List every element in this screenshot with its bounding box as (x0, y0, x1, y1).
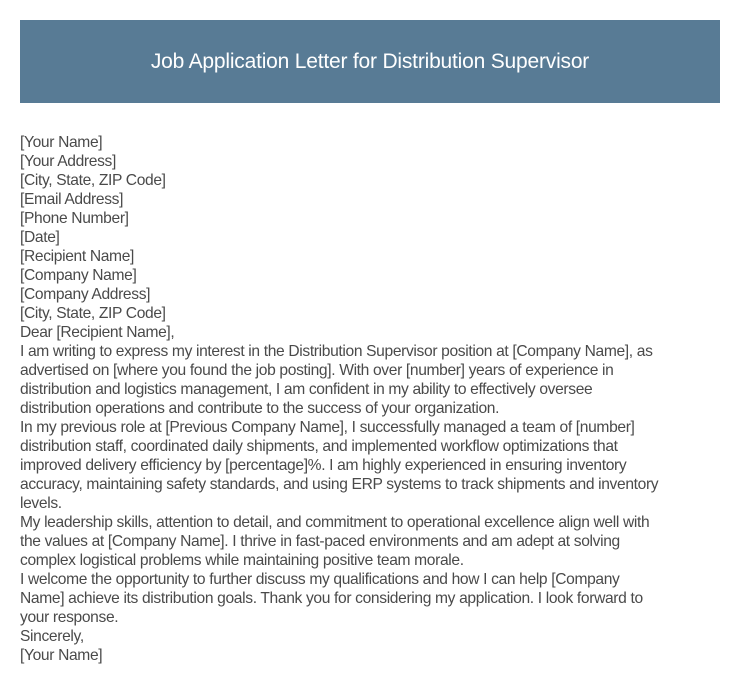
closing: Sincerely, (20, 628, 84, 645)
paragraph-line: accuracy, maintaining safety standards, and using ERP systems to track shipments and inventory (20, 476, 659, 493)
recipient-name: [Recipient Name] (20, 248, 135, 265)
paragraph-line: complex logistical problems while maintaining positive team morale. (20, 552, 464, 569)
paragraph-line: advertised on [where you found the job posting]. With over [number] years of experience in (20, 362, 614, 379)
paragraph-line: the values at [Company Name]. I thrive in fast-paced environments and am adept at solving (20, 533, 620, 550)
sender-address: [Your Address] (20, 153, 116, 170)
paragraph-line: My leadership skills, attention to detail, and commitment to operational excellence align well with (20, 514, 650, 531)
paragraph-line: Name] achieve its distribution goals. Thank you for considering my application. I look forward to (20, 590, 643, 607)
page-title: Job Application Letter for Distribution Supervisor (150, 49, 590, 73)
paragraph-line: improved delivery efficiency by [percentage]%. I am highly experienced in ensuring inventory (20, 457, 627, 474)
paragraph-line: I am writing to express my interest in the Distribution Supervisor position at [Company Name], as (20, 343, 653, 360)
recipient-city-state-zip: [City, State, ZIP Code] (20, 305, 166, 322)
signature: [Your Name] (20, 647, 103, 664)
paragraph-line: distribution and logistics management, I am confident in my ability to effectively oversee (20, 381, 593, 398)
paragraph-experience (20, 418, 720, 513)
paragraph-closing (20, 570, 720, 627)
salutation: Dear [Recipient Name], (20, 324, 175, 341)
paragraph-line: distribution staff, coordinated daily shipments, and implemented workflow optimizations that (20, 438, 618, 455)
letter-body (20, 133, 720, 665)
sender-name: [Your Name] (20, 134, 103, 151)
sender-city-state-zip: [City, State, ZIP Code] (20, 172, 166, 189)
paragraph-line: your response. (20, 609, 119, 626)
paragraph-introduction (20, 342, 720, 418)
paragraph-line: I welcome the opportunity to further discuss my qualifications and how I can help [Company (20, 571, 620, 588)
paragraph-line: In my previous role at [Previous Company Name], I successfully managed a team of [number] (20, 419, 635, 436)
sender-phone: [Phone Number] (20, 210, 129, 227)
letter-title-banner (20, 20, 720, 103)
paragraph-line: levels. (20, 495, 62, 512)
recipient-company-address: [Company Address] (20, 286, 151, 303)
recipient-company: [Company Name] (20, 267, 137, 284)
sender-email: [Email Address] (20, 191, 124, 208)
letter-date: [Date] (20, 229, 60, 246)
paragraph-line: distribution operations and contribute to the success of your organization. (20, 400, 500, 417)
paragraph-skills (20, 513, 720, 570)
